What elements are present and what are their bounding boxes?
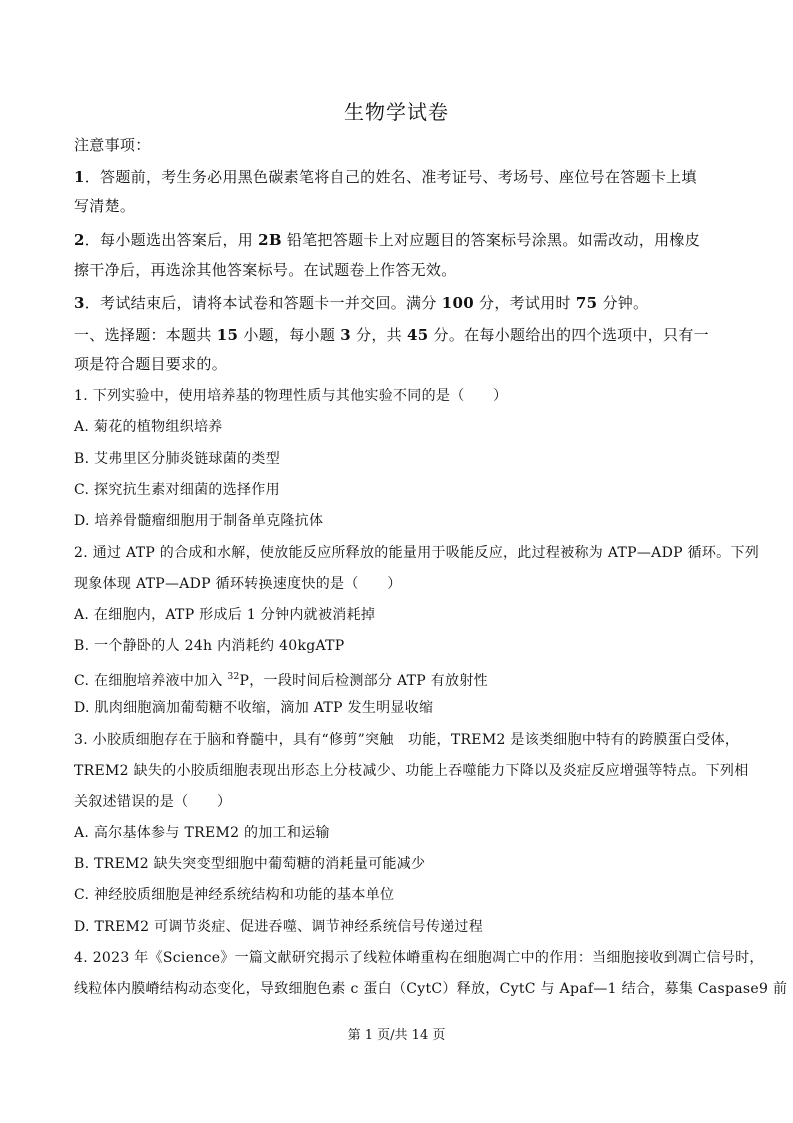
question-1-option-d: D. 培养骨髓瘤细胞用于制备单克隆抗体 xyxy=(74,513,324,529)
notice-item-2 xyxy=(74,231,700,249)
question-3-stem-cont: 关叙述错误的是（ ） xyxy=(74,794,232,810)
section-text: 分。在每小题给出的四个选项中，只有一 xyxy=(428,326,709,344)
question-1-stem: 1. 下列实验中，使用培养基的物理性质与其他实验不同的是（ ） xyxy=(74,388,508,404)
notice-text: ．答题前，考生务必用黑色碳素笔将自己的姓名、准考证号、考场号、座位号在答题卡上填 xyxy=(84,168,697,186)
section-heading-cont: 项是符合题目要求的。 xyxy=(74,355,228,373)
question-2-option-b: B. 一个静卧的人 24h 内消耗约 40kgATP xyxy=(74,638,345,654)
notice-item-1 xyxy=(74,168,697,186)
notice-item-2-cont: 擦干净后，再选涂其他答案标号。在试题卷上作答无效。 xyxy=(74,261,457,279)
question-4-stem-cont: 线粒体内膜嵴结构动态变化，导致细胞色素 c 蛋白（CytC）释放，CytC 与 Apaf—1 结合，募集 Caspase9 前 xyxy=(74,981,788,997)
question-2-option-d: D. 肌肉细胞滴加葡萄糖不收缩，滴加 ATP 发生明显收缩 xyxy=(74,700,434,716)
section-heading xyxy=(74,326,709,344)
notice-bold: 75 xyxy=(575,294,598,312)
question-3-option-d: D. TREM2 可调节炎症、促进吞噬、调节神经系统信号传递过程 xyxy=(74,919,484,935)
option-text: C. 在细胞培养液中加入 xyxy=(74,673,228,689)
notice-number: 2 xyxy=(74,231,85,249)
question-3-stem-cont: TREM2 缺失的小胶质细胞表现出形态上分枝减少、功能上吞噬能力下降以及炎症反应增强等特点。下列相 xyxy=(74,763,749,779)
notice-bold: 2B xyxy=(258,231,282,249)
question-1-option-a: A. 菊花的植物组织培养 xyxy=(74,419,223,435)
option-text: P，一段时间后检测部分 ATP 有放射性 xyxy=(239,673,488,689)
question-3-option-c: C. 神经胶质细胞是神经系统结构和功能的基本单位 xyxy=(74,887,395,903)
section-text: 分，共 xyxy=(350,326,407,344)
notice-text: ．每小题选出答案后，用 xyxy=(84,231,259,249)
notice-item-3 xyxy=(74,294,648,312)
notice-heading: 注意事项： xyxy=(74,136,151,154)
notice-bold: 100 xyxy=(441,294,474,312)
question-2-option-a: A. 在细胞内，ATP 形成后 1 分钟内就被消耗掉 xyxy=(74,607,376,623)
question-3-stem: 3. 小胶质细胞存在于脑和脊髓中，具有“修剪”突触 功能，TREM2 是该类细胞中特有的跨膜蛋白受体， xyxy=(74,732,740,748)
section-bold: 45 xyxy=(407,326,429,344)
question-4-stem: 4. 2023 年《Science》一篇文献研究揭示了线粒体嵴重构在细胞凋亡中的作用：当细胞接收到凋亡信号时， xyxy=(74,950,764,966)
question-3-option-b: B. TREM2 缺失突变型细胞中葡萄糖的消耗量可能减少 xyxy=(74,856,426,872)
notice-text: 分钟。 xyxy=(597,294,649,312)
notice-item-1-cont: 写清楚。 xyxy=(74,197,136,215)
notice-text: 分，考试用时 xyxy=(473,294,576,312)
notice-text: 铅笔把答题卡上对应题目的答案标号涂黑。如需改动，用橡皮 xyxy=(281,231,701,249)
question-2-stem: 2. 通过 ATP 的合成和水解，使放能反应所释放的能量用于吸能反应，此过程被称为 ATP—ADP 循环。下列 xyxy=(74,545,760,561)
notice-text: ．考试结束后，请将本试卷和答题卡一并交回。满分 xyxy=(84,294,442,312)
question-3-option-a: A. 高尔基体参与 TREM2 的加工和运输 xyxy=(74,825,330,841)
section-bold: 3 xyxy=(340,326,351,344)
page-title: 生物学试卷 xyxy=(344,100,449,124)
question-2-option-c xyxy=(74,668,488,690)
question-2-stem-cont: 现象体现 ATP—ADP 循环转换速度快的是（ ） xyxy=(74,576,402,592)
superscript: 32 xyxy=(227,672,240,682)
page-footer: 第 1 页/共 14 页 xyxy=(347,1028,446,1043)
question-1-option-c: C. 探究抗生素对细菌的选择作用 xyxy=(74,482,280,498)
question-1-option-b: B. 艾弗里区分肺炎链球菌的类型 xyxy=(74,451,280,467)
section-text: 小题，每小题 xyxy=(238,326,341,344)
section-bold: 15 xyxy=(216,326,239,344)
section-text: 一、选择题：本题共 xyxy=(74,326,217,344)
notice-number: 3 xyxy=(74,294,85,312)
notice-number: 1 xyxy=(74,168,85,186)
